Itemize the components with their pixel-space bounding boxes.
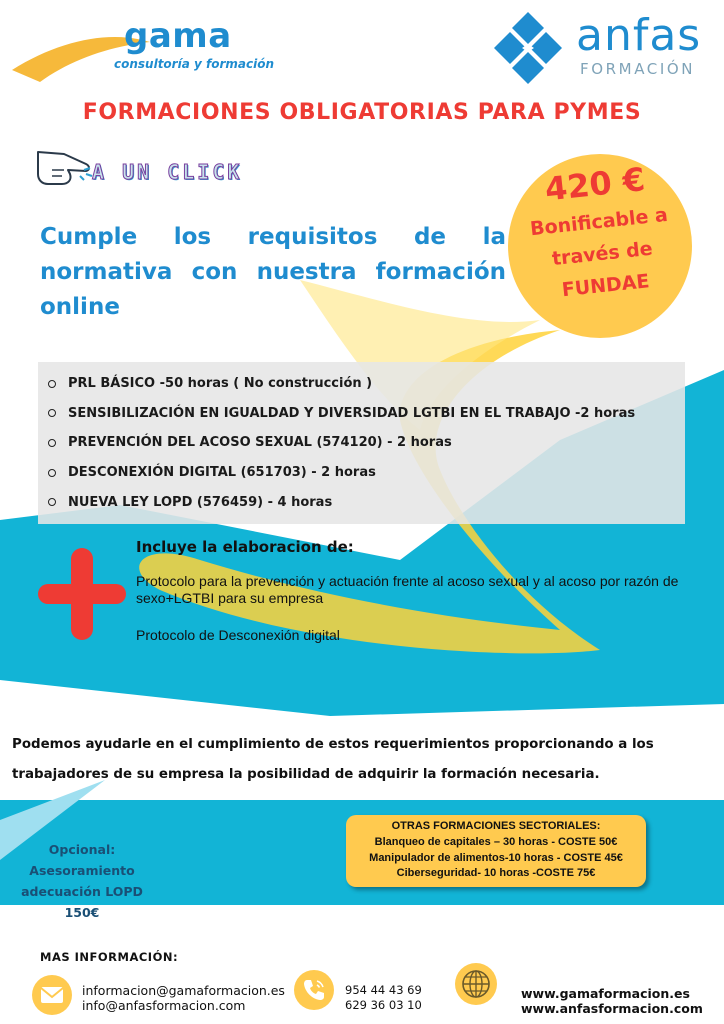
optional-offer	[8, 839, 156, 923]
course-label: PRL BÁSICO -50 horas ( No construcción )	[68, 376, 373, 392]
optional-line-3: adecuación LOPD	[21, 884, 143, 899]
other-training-cybersecurity: Ciberseguridad- 10 horas -COSTE 75€	[396, 867, 596, 880]
anfas-logo-name: anfas	[576, 10, 702, 61]
course-list	[48, 369, 635, 517]
plus-icon	[38, 548, 126, 640]
phone-number-2[interactable]: 629 36 03 10	[345, 998, 422, 1012]
mail-icon	[32, 975, 72, 1015]
course-item	[48, 487, 635, 517]
other-trainings-box	[346, 815, 646, 887]
bullet-icon	[48, 469, 56, 477]
anfas-logo-tagline: FORMACIÓN	[580, 60, 696, 78]
globe-icon	[455, 963, 497, 1005]
contact-phones	[345, 983, 422, 1013]
other-training-money-laundering: Blanqueo de capitales – 30 horas - COSTE 50€	[374, 835, 618, 848]
email-gama-link[interactable]: informacion@gamaformacion.es	[82, 983, 285, 998]
phone-icon	[294, 970, 334, 1010]
contact-websites	[521, 986, 703, 1016]
bullet-icon	[48, 380, 56, 388]
anfas-logo-mark-icon	[488, 10, 568, 86]
price-note-line-3: FUNDAE	[560, 270, 651, 302]
includes-item-protocol-harassment: Protocolo para la prevención y actuación frente al acoso sexual y al acoso por razón de sexo+LGTBI para su empresa	[136, 573, 679, 606]
other-trainings-title: OTRAS FORMACIONES SECTORIALES:	[391, 820, 601, 832]
price-note-line-1: Bonificable a	[529, 203, 669, 241]
bullet-icon	[48, 498, 56, 506]
anfas-logo	[488, 10, 718, 86]
course-item	[48, 369, 635, 399]
price-badge-text	[505, 153, 695, 311]
bullet-icon	[48, 439, 56, 447]
website-gama-link[interactable]: www.gamaformacion.es	[521, 986, 690, 1001]
help-line-2: trabajadores de su empresa la posibilidad de adquirir la formación necesaria.	[12, 767, 600, 782]
pointing-hand-icon	[34, 140, 96, 190]
gama-logo-name: gama	[124, 16, 232, 56]
optional-price: 150€	[64, 905, 100, 920]
page-title: FORMACIONES OBLIGATORIAS PARA PYMES	[82, 100, 642, 125]
course-label: NUEVA LEY LOPD (576459) - 4 horas	[68, 494, 333, 510]
course-label: DESCONEXIÓN DIGITAL (651703) - 2 horas	[68, 465, 376, 481]
phone-number-1[interactable]: 954 44 43 69	[345, 983, 422, 997]
contact-emails	[82, 983, 285, 1013]
website-anfas-link[interactable]: www.anfasformacion.com	[521, 1001, 703, 1016]
course-label: PREVENCIÓN DEL ACOSO SEXUAL (574120) - 2 horas	[68, 435, 452, 451]
course-item	[48, 428, 635, 458]
email-anfas-link[interactable]: info@anfasformacion.com	[82, 998, 246, 1013]
course-item	[48, 399, 635, 429]
help-line-1: Podemos ayudarle en el cumplimiento de estos requerimientos proporcionando a los	[12, 737, 654, 752]
help-paragraph	[12, 730, 712, 790]
headline: Cumple los requisitos de la normativa con nuestra formación online	[40, 224, 506, 320]
gama-logo-tagline: consultoría y formación	[114, 57, 274, 71]
bullet-icon	[48, 409, 56, 417]
other-training-food-handler: Manipulador de alimentos-10 horas - COSTE 45€	[369, 851, 623, 864]
course-label: SENSIBILIZACIÓN EN IGUALDAD Y DIVERSIDAD LGTBI EN EL TRABAJO -2 horas	[68, 405, 636, 421]
click-slogan: A UN CLICK	[92, 160, 243, 184]
course-item	[48, 458, 635, 488]
more-info-title: MAS INFORMACIÓN:	[40, 950, 179, 964]
gama-logo	[10, 14, 274, 84]
price-note-line-2: través de	[550, 237, 654, 271]
optional-label: Opcional:	[48, 842, 116, 857]
includes-item-protocol-disconnection: Protocolo de Desconexión digital	[136, 627, 340, 643]
optional-line-2: Asesoramiento	[29, 863, 135, 878]
includes-title: Incluye la elaboracion de:	[136, 538, 354, 556]
price-amount: 420 €	[543, 160, 647, 209]
